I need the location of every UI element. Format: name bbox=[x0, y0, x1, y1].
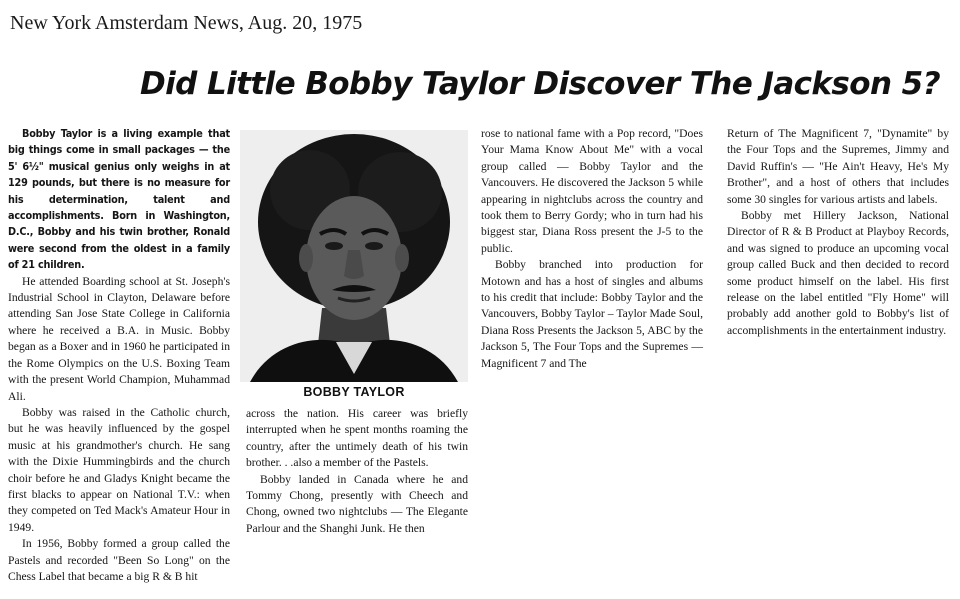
article-paragraph: Bobby was raised in the Catholic church, but he was heavily influenced by the gospel music at his grandmother's church. He sang with the Dixie Hummingbirds and the church choir before he and Gladys Knight became the first blacks to appear on National T.V.: when they competed on Ted Mack's Amateur Hour in 1949. bbox=[8, 405, 230, 534]
article-column-1 bbox=[8, 126, 230, 585]
source-citation: New York Amsterdam News, Aug. 20, 1975 bbox=[10, 12, 363, 34]
article-paragraph: Bobby met Hillery Jackson, National Director of R & B Product at Playboy Records, and was signed to produce an upcoming vocal group called Buck and then decided to record some product himself on the label. His first release on the label entitled "Fly Home" will probably add another gold to Bobby's list of accomplishments in the entertainment industry. bbox=[727, 209, 949, 337]
article-column-3 bbox=[481, 126, 703, 372]
portrait-photo bbox=[240, 130, 468, 382]
photo-caption: BOBBY TAYLOR bbox=[303, 385, 405, 399]
article-paragraph: Bobby landed in Canada where he and Tommy Chong, presently with Cheech and Chong, owned two nightclubs — The Elegante Parlour and the Shanghi Junk. He then bbox=[246, 472, 468, 535]
article-paragraph: In 1956, Bobby formed a group called the Pastels and recorded "Been So Long" on the Chess Label that became a big R & B hit bbox=[8, 537, 230, 583]
article-column-2 bbox=[246, 406, 468, 537]
article-paragraph: rose to national fame with a Pop record, "Does Your Mama Know About Me" with a vocal group called — Bobby Taylor and the Vancouvers. He discovered the Jackson 5 while appearing in nightclubs across the country and took them to Berry Gordy; who in turn had his biggest star, Diana Ross present the J-5 to the public. bbox=[481, 127, 703, 255]
article-paragraph: Bobby Taylor is a living example that big things come in small packages — the 5' 6½" musical genius only weighs in at 129 pounds, but there is no measure for his determination, talent and accomplishments. Born in Washington, D.C., Bobby and his twin brother, Ronald were second from the oldest in a family of 21 children. bbox=[8, 127, 230, 272]
article-column-4 bbox=[727, 126, 949, 339]
article-paragraph: across the nation. His career was briefly interrupted when he spent months roaming the country, after the untimely death of his twin brother. . .also a member of the Pastels. bbox=[246, 407, 468, 470]
article-paragraph: He attended Boarding school at St. Joseph's Industrial School in Clayton, Delaware before attending San Jose State College in California where he received a B.A. in Music. Bobby began as a Boxer and in 1960 he participated in the Rome Olympics on the U.S. Boxing Team with the present World Champion, Muhammad Ali. bbox=[8, 274, 230, 403]
article-headline: Did Little Bobby Taylor Discover The Jackson 5? bbox=[140, 66, 940, 102]
article-paragraph: Bobby branched into production for Motown and has a host of singles and albums to his credit that include: Bobby Taylor and the Vancouvers, Bobby Taylor – Taylor Made Soul, Diana Ross Presents the Jackson 5, ABC by the Jackson 5, The Four Tops and the Supremes — Magnificent 7 and The bbox=[481, 258, 703, 370]
portrait-illustration bbox=[240, 130, 468, 382]
article-paragraph: Return of The Magnificent 7, "Dynamite" by the Four Tops and the Supremes, Jimmy and David Ruffin's — "He Ain't Heavy, He's My Brother", and a host of others that includes some 30 singles for various artists and labels. bbox=[727, 127, 949, 206]
